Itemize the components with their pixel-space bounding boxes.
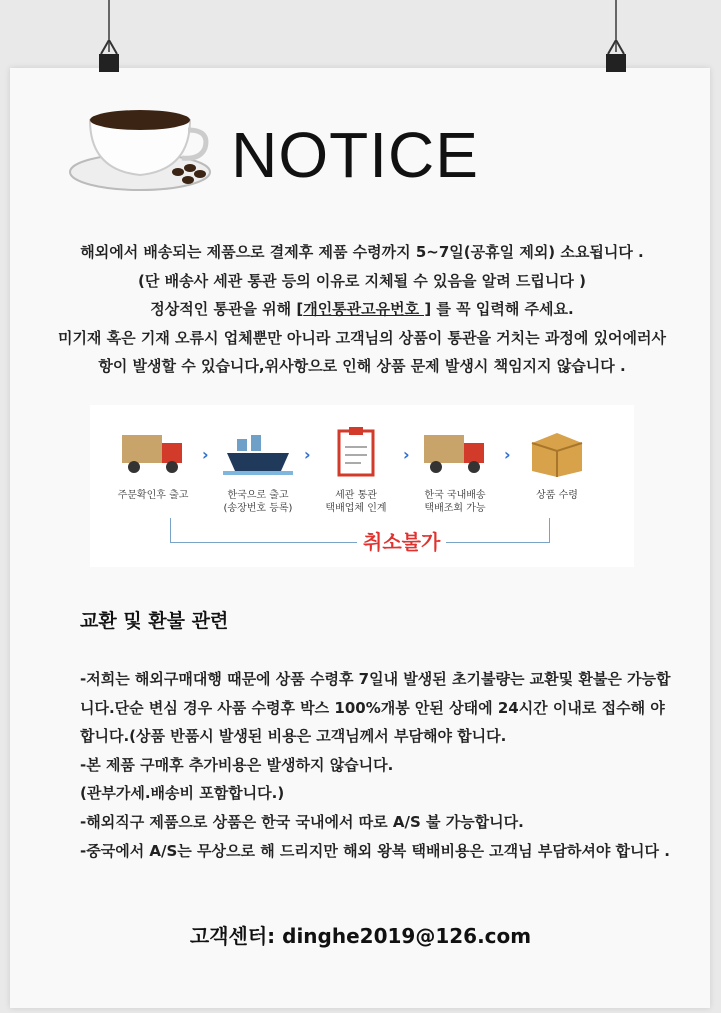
delivery-truck-icon: [118, 425, 188, 479]
flow-step-label: 주문확인후 출고: [117, 490, 189, 501]
clipboard-check-icon: [321, 425, 391, 479]
flow-step-label: 상품 수령: [536, 490, 578, 501]
exchange-section-title: 교환 및 환불 관련: [80, 610, 229, 632]
flow-step-label: 한국으로 출고 (송장번호 등록): [223, 490, 293, 514]
notice-line-3-post: 를 꼭 입력해 주세요.: [431, 300, 574, 319]
chevron-right-icon: ›: [202, 445, 209, 464]
package-box-icon: [522, 425, 592, 479]
exchange-line: -저희는 해외구매대행 때문에 상품 수령후 7일내 발생된 초기불량는 교환및 환불은 가능합니다.단순 변심 경우 사품 수령후 박스 100%개봉 안된 상태에 24시간 이내로 접수해 야 합니다.(상품 반품시 발생된 비용은 고객님께서 부담해야 합니다.: [80, 670, 671, 746]
flow-step-label: 한국 국내배송 택배조회 가능: [424, 490, 486, 514]
notice-line-1: 해외에서 배송되는 제품으로 결제후 제품 수령까지 5~7일(공휴일 제외) 소요됩니다 .: [80, 243, 644, 261]
flow-step-order-confirm: [108, 425, 198, 502]
notice-line-4: 미기재 혹은 기재 오류시 업체뿐만 아니라 고객님의 상품이 통관을 거치는 과정에 있어에러사항이 발생할 수 있습니다,위사항으로 인해 상품 문제 발생시 책임지지 않습니다 .: [57, 328, 667, 376]
chevron-right-icon: ›: [304, 445, 311, 464]
notice-title: NOTICE: [231, 119, 479, 191]
exchange-line: -본 제품 구매후 추가비용은 발생하지 않습니다.: [80, 755, 394, 774]
exchange-section-body: [80, 665, 680, 865]
flow-step-receive: [512, 425, 602, 502]
exchange-line: (관부가세.배송비 포함합니다.): [80, 784, 285, 803]
flow-step-domestic-delivery: [410, 425, 500, 515]
flow-step-label: 세관 통관 택배업체 인계: [325, 490, 387, 514]
flow-step-ship-korea: [213, 425, 303, 515]
binder-clip-right-icon: [604, 40, 628, 74]
cargo-ship-icon: [223, 425, 293, 479]
customer-center-contact: 고객센터: dinghe2019@126.com: [189, 924, 532, 948]
chevron-right-icon: ›: [504, 445, 511, 464]
exchange-line: -해외직구 제품으로 상품은 한국 국내에서 따로 A/S 불 가능합니다.: [80, 812, 524, 831]
notice-line-2: (단 배송사 세관 통관 등의 이유로 지체될 수 있음을 알려 드립니다 ): [138, 271, 586, 290]
notice-body: [52, 238, 672, 381]
customs-code-text: 개인통관고유번호 ]: [303, 300, 432, 319]
flow-step-customs: [311, 425, 401, 515]
delivery-truck-icon: [420, 425, 490, 479]
exchange-line: -중국에서 A/S는 무상으로 해 드리지만 해외 왕복 택배비용은 고객님 부담하셔야 합니다 .: [80, 841, 670, 860]
notice-line-3-pre: 정상적인 통관을 위해 [: [150, 300, 304, 319]
binder-clip-left-icon: [97, 40, 121, 74]
notice-line-3: [52, 295, 672, 324]
no-cancel-label: 취소불가: [357, 526, 446, 555]
chevron-right-icon: ›: [403, 445, 410, 464]
